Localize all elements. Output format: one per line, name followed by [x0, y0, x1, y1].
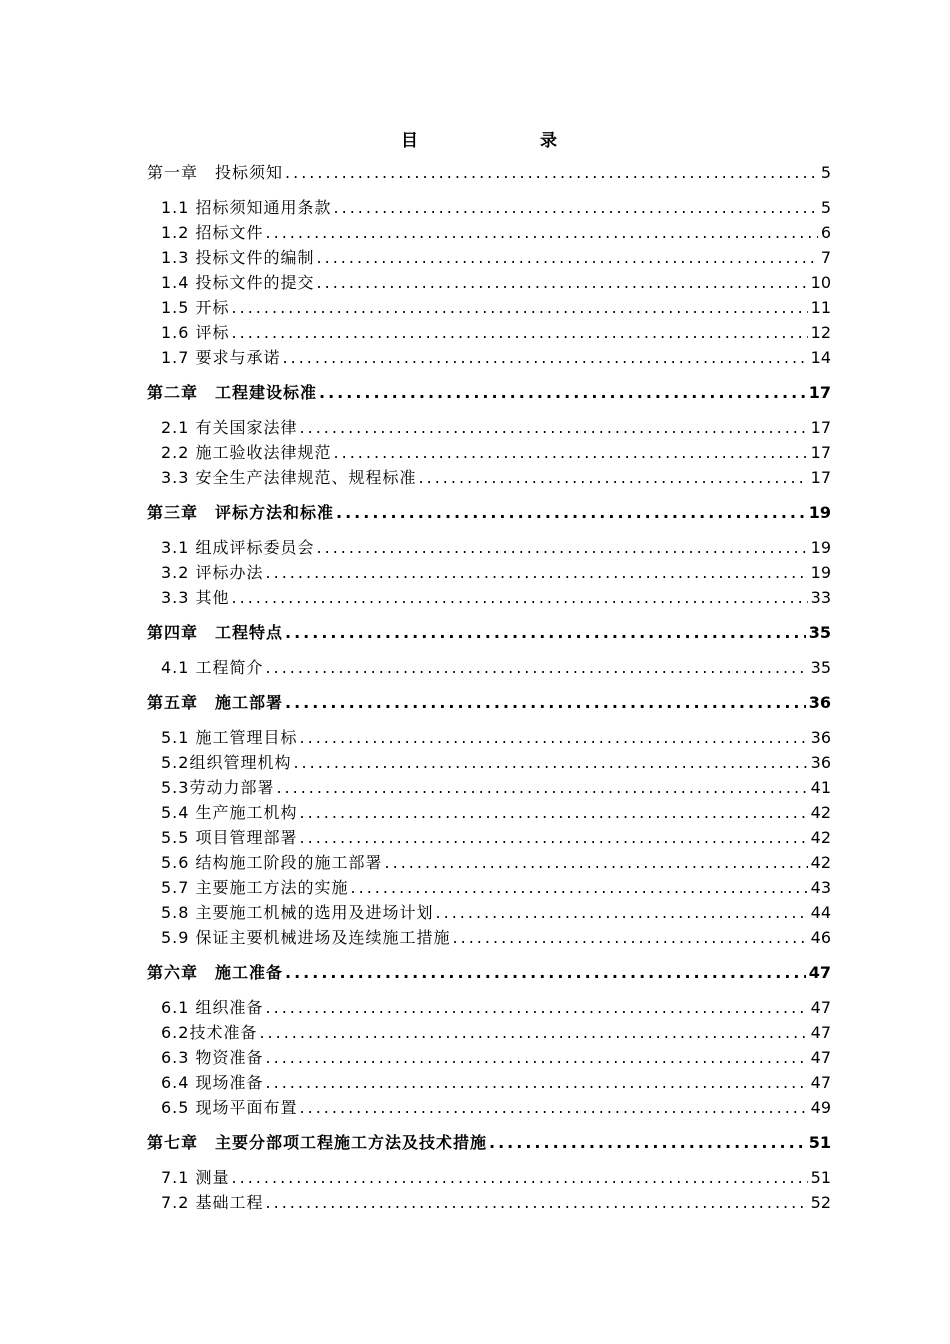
dot-leader	[317, 245, 818, 270]
toc-entry-label: 1.1 招标须知通用条款	[161, 198, 332, 217]
dot-leader	[266, 1190, 808, 1215]
toc-section-entry[interactable]	[147, 825, 831, 850]
toc-section-entry[interactable]	[147, 775, 831, 800]
toc-section-entry[interactable]	[147, 1070, 831, 1095]
dot-leader	[300, 1095, 808, 1120]
dot-leader	[336, 500, 806, 525]
toc-page-number: 47	[808, 963, 831, 982]
toc-section-entry[interactable]	[147, 320, 831, 345]
toc-entry-label: 3.1 组成评标委员会	[161, 538, 315, 557]
toc-page-number: 42	[810, 803, 831, 822]
toc-page-number: 17	[810, 418, 831, 437]
toc-page-number: 6	[820, 223, 831, 242]
toc-entry-label: 1.4 投标文件的提交	[161, 273, 315, 292]
toc-section-entry[interactable]	[147, 440, 831, 465]
toc-entry-label: 第一章 投标须知	[147, 163, 284, 182]
toc-page-number: 51	[808, 1133, 831, 1152]
toc-section-entry[interactable]	[147, 725, 831, 750]
toc-section-entry[interactable]	[147, 850, 831, 875]
toc-section-entry[interactable]	[147, 900, 831, 925]
toc-page-number: 5	[820, 163, 831, 182]
toc-entry-label: 第四章 工程特点	[147, 623, 284, 642]
dot-leader	[266, 995, 808, 1020]
dot-leader	[300, 825, 808, 850]
toc-section-entry[interactable]	[147, 750, 831, 775]
toc-page-number: 42	[810, 853, 831, 872]
toc-entry-label: 5.1 施工管理目标	[161, 728, 298, 747]
toc-section-entry[interactable]	[147, 1190, 831, 1215]
dot-leader	[266, 1045, 808, 1070]
toc-entry-label: 6.4 现场准备	[161, 1073, 264, 1092]
toc-entry-label: 5.9 保证主要机械进场及连续施工措施	[161, 928, 451, 947]
dot-leader	[300, 725, 808, 750]
toc-section-entry[interactable]	[147, 220, 831, 245]
toc-page-number: 52	[810, 1193, 831, 1212]
toc-page-number: 41	[810, 778, 831, 797]
toc-entry-label: 第六章 施工准备	[147, 963, 284, 982]
toc-entry-label: 5.4 生产施工机构	[161, 803, 298, 822]
toc-section-entry[interactable]	[147, 195, 831, 220]
dot-leader	[293, 750, 807, 775]
toc-section-entry[interactable]	[147, 1045, 831, 1070]
dot-leader	[300, 415, 808, 440]
toc-entry-label: 3.2 评标办法	[161, 563, 264, 582]
toc-page-number: 19	[810, 538, 831, 557]
toc-page-number: 43	[810, 878, 831, 897]
toc-entry-label: 5.5 项目管理部署	[161, 828, 298, 847]
dot-leader	[283, 345, 808, 370]
toc-title: 目 录	[401, 131, 615, 151]
toc-entry-label: 7.2 基础工程	[161, 1193, 264, 1212]
toc-section-entry[interactable]	[147, 345, 831, 370]
toc-page-number: 36	[810, 728, 831, 747]
toc-page-number: 17	[810, 468, 831, 487]
toc-entry-label: 2.2 施工验收法律规范	[161, 443, 332, 462]
toc-page-number: 51	[810, 1168, 831, 1187]
toc-entry-label: 1.2 招标文件	[161, 223, 264, 242]
dot-leader	[276, 775, 807, 800]
toc-entry-label: 6.3 物资准备	[161, 1048, 264, 1067]
toc-section-entry[interactable]	[147, 800, 831, 825]
dot-leader	[232, 1165, 808, 1190]
toc-entry-label: 3.3 其他	[161, 588, 230, 607]
toc-page-number: 12	[810, 323, 831, 342]
toc-entry-label: 6.1 组织准备	[161, 998, 264, 1017]
toc-section-entry[interactable]	[147, 415, 831, 440]
dot-leader	[285, 620, 806, 645]
toc-entry-label: 5.8 主要施工机械的选用及进场计划	[161, 903, 434, 922]
toc-entry-label: 6.2技术准备	[161, 1023, 258, 1042]
toc-section-entry[interactable]	[147, 560, 831, 585]
toc-entry-label: 6.5 现场平面布置	[161, 1098, 298, 1117]
dot-leader	[453, 925, 808, 950]
toc-entry-label: 5.7 主要施工方法的实施	[161, 878, 349, 897]
toc-chapter-entry[interactable]	[147, 500, 831, 525]
toc-chapter-entry[interactable]	[147, 1130, 831, 1155]
toc-entry-label: 1.6 评标	[161, 323, 230, 342]
toc-page-number: 47	[810, 998, 831, 1017]
toc-chapter-entry[interactable]	[147, 380, 831, 405]
dot-leader	[436, 900, 808, 925]
dot-leader	[266, 220, 818, 245]
toc-entry-label: 5.3劳动力部署	[161, 778, 275, 797]
toc-entry-label: 1.7 要求与承诺	[161, 348, 281, 367]
toc-entry-label: 第三章 评标方法和标准	[147, 503, 335, 522]
toc-page-number: 35	[810, 658, 831, 677]
toc-section-entry[interactable]	[147, 925, 831, 950]
toc-section-entry[interactable]	[147, 995, 831, 1020]
toc-chapter-entry[interactable]	[147, 160, 831, 185]
toc-entry-label: 5.6 结构施工阶段的施工部署	[161, 853, 383, 872]
dot-leader	[334, 440, 808, 465]
dot-leader	[232, 585, 808, 610]
toc-section-entry[interactable]	[147, 1020, 831, 1045]
toc-page-number: 36	[810, 753, 831, 772]
dot-leader	[266, 1070, 808, 1095]
toc-section-entry[interactable]	[147, 270, 831, 295]
toc-section-entry[interactable]	[147, 1095, 831, 1120]
dot-leader	[232, 295, 808, 320]
toc-page-number: 14	[810, 348, 831, 367]
dot-leader	[351, 875, 808, 900]
toc-entry-label: 第二章 工程建设标准	[147, 383, 318, 402]
dot-leader	[317, 270, 808, 295]
toc-page-number: 19	[808, 503, 831, 522]
toc-page-number: 17	[808, 383, 831, 402]
toc-entry-label: 1.3 投标文件的编制	[161, 248, 315, 267]
toc-page-number: 11	[810, 298, 831, 317]
toc-chapter-entry[interactable]	[147, 620, 831, 645]
toc-entry-label: 第七章 主要分部项工程施工方法及技术措施	[147, 1133, 488, 1152]
toc-section-entry[interactable]	[147, 535, 831, 560]
table-of-contents	[147, 160, 831, 1215]
toc-chapter-entry[interactable]	[147, 690, 831, 715]
dot-leader	[285, 160, 818, 185]
dot-leader	[319, 380, 806, 405]
toc-section-entry[interactable]	[147, 875, 831, 900]
toc-page-number: 42	[810, 828, 831, 847]
dot-leader	[317, 535, 808, 560]
toc-entry-label: 7.1 测量	[161, 1168, 230, 1187]
toc-page-number: 5	[820, 198, 831, 217]
toc-page-number: 33	[810, 588, 831, 607]
dot-leader	[385, 850, 808, 875]
dot-leader	[300, 800, 808, 825]
dot-leader	[259, 1020, 807, 1045]
toc-page-number: 46	[810, 928, 831, 947]
toc-page-number: 36	[808, 693, 831, 712]
toc-page-number: 47	[810, 1023, 831, 1042]
toc-page-number: 17	[810, 443, 831, 462]
dot-leader	[489, 1130, 806, 1155]
toc-page-number: 47	[810, 1073, 831, 1092]
toc-entry-label: 第五章 施工部署	[147, 693, 284, 712]
toc-section-entry[interactable]	[147, 295, 831, 320]
toc-page-number: 10	[810, 273, 831, 292]
toc-section-entry[interactable]	[147, 465, 831, 490]
dot-leader	[285, 690, 806, 715]
toc-entry-label: 5.2组织管理机构	[161, 753, 292, 772]
dot-leader	[266, 655, 808, 680]
toc-page-number: 7	[820, 248, 831, 267]
toc-entry-label: 4.1 工程简介	[161, 658, 264, 677]
toc-chapter-entry[interactable]	[147, 960, 831, 985]
dot-leader	[285, 960, 806, 985]
dot-leader	[334, 195, 818, 220]
dot-leader	[419, 465, 808, 490]
toc-section-entry[interactable]	[147, 245, 831, 270]
toc-section-entry[interactable]	[147, 1165, 831, 1190]
toc-page-number: 35	[808, 623, 831, 642]
toc-page-number: 49	[810, 1098, 831, 1117]
dot-leader	[266, 560, 808, 585]
toc-page-number: 47	[810, 1048, 831, 1067]
dot-leader	[232, 320, 808, 345]
toc-entry-label: 3.3 安全生产法律规范、规程标准	[161, 468, 417, 487]
toc-page-number: 44	[810, 903, 831, 922]
toc-entry-label: 1.5 开标	[161, 298, 230, 317]
toc-section-entry[interactable]	[147, 655, 831, 680]
toc-page-number: 19	[810, 563, 831, 582]
toc-section-entry[interactable]	[147, 585, 831, 610]
toc-entry-label: 2.1 有关国家法律	[161, 418, 298, 437]
